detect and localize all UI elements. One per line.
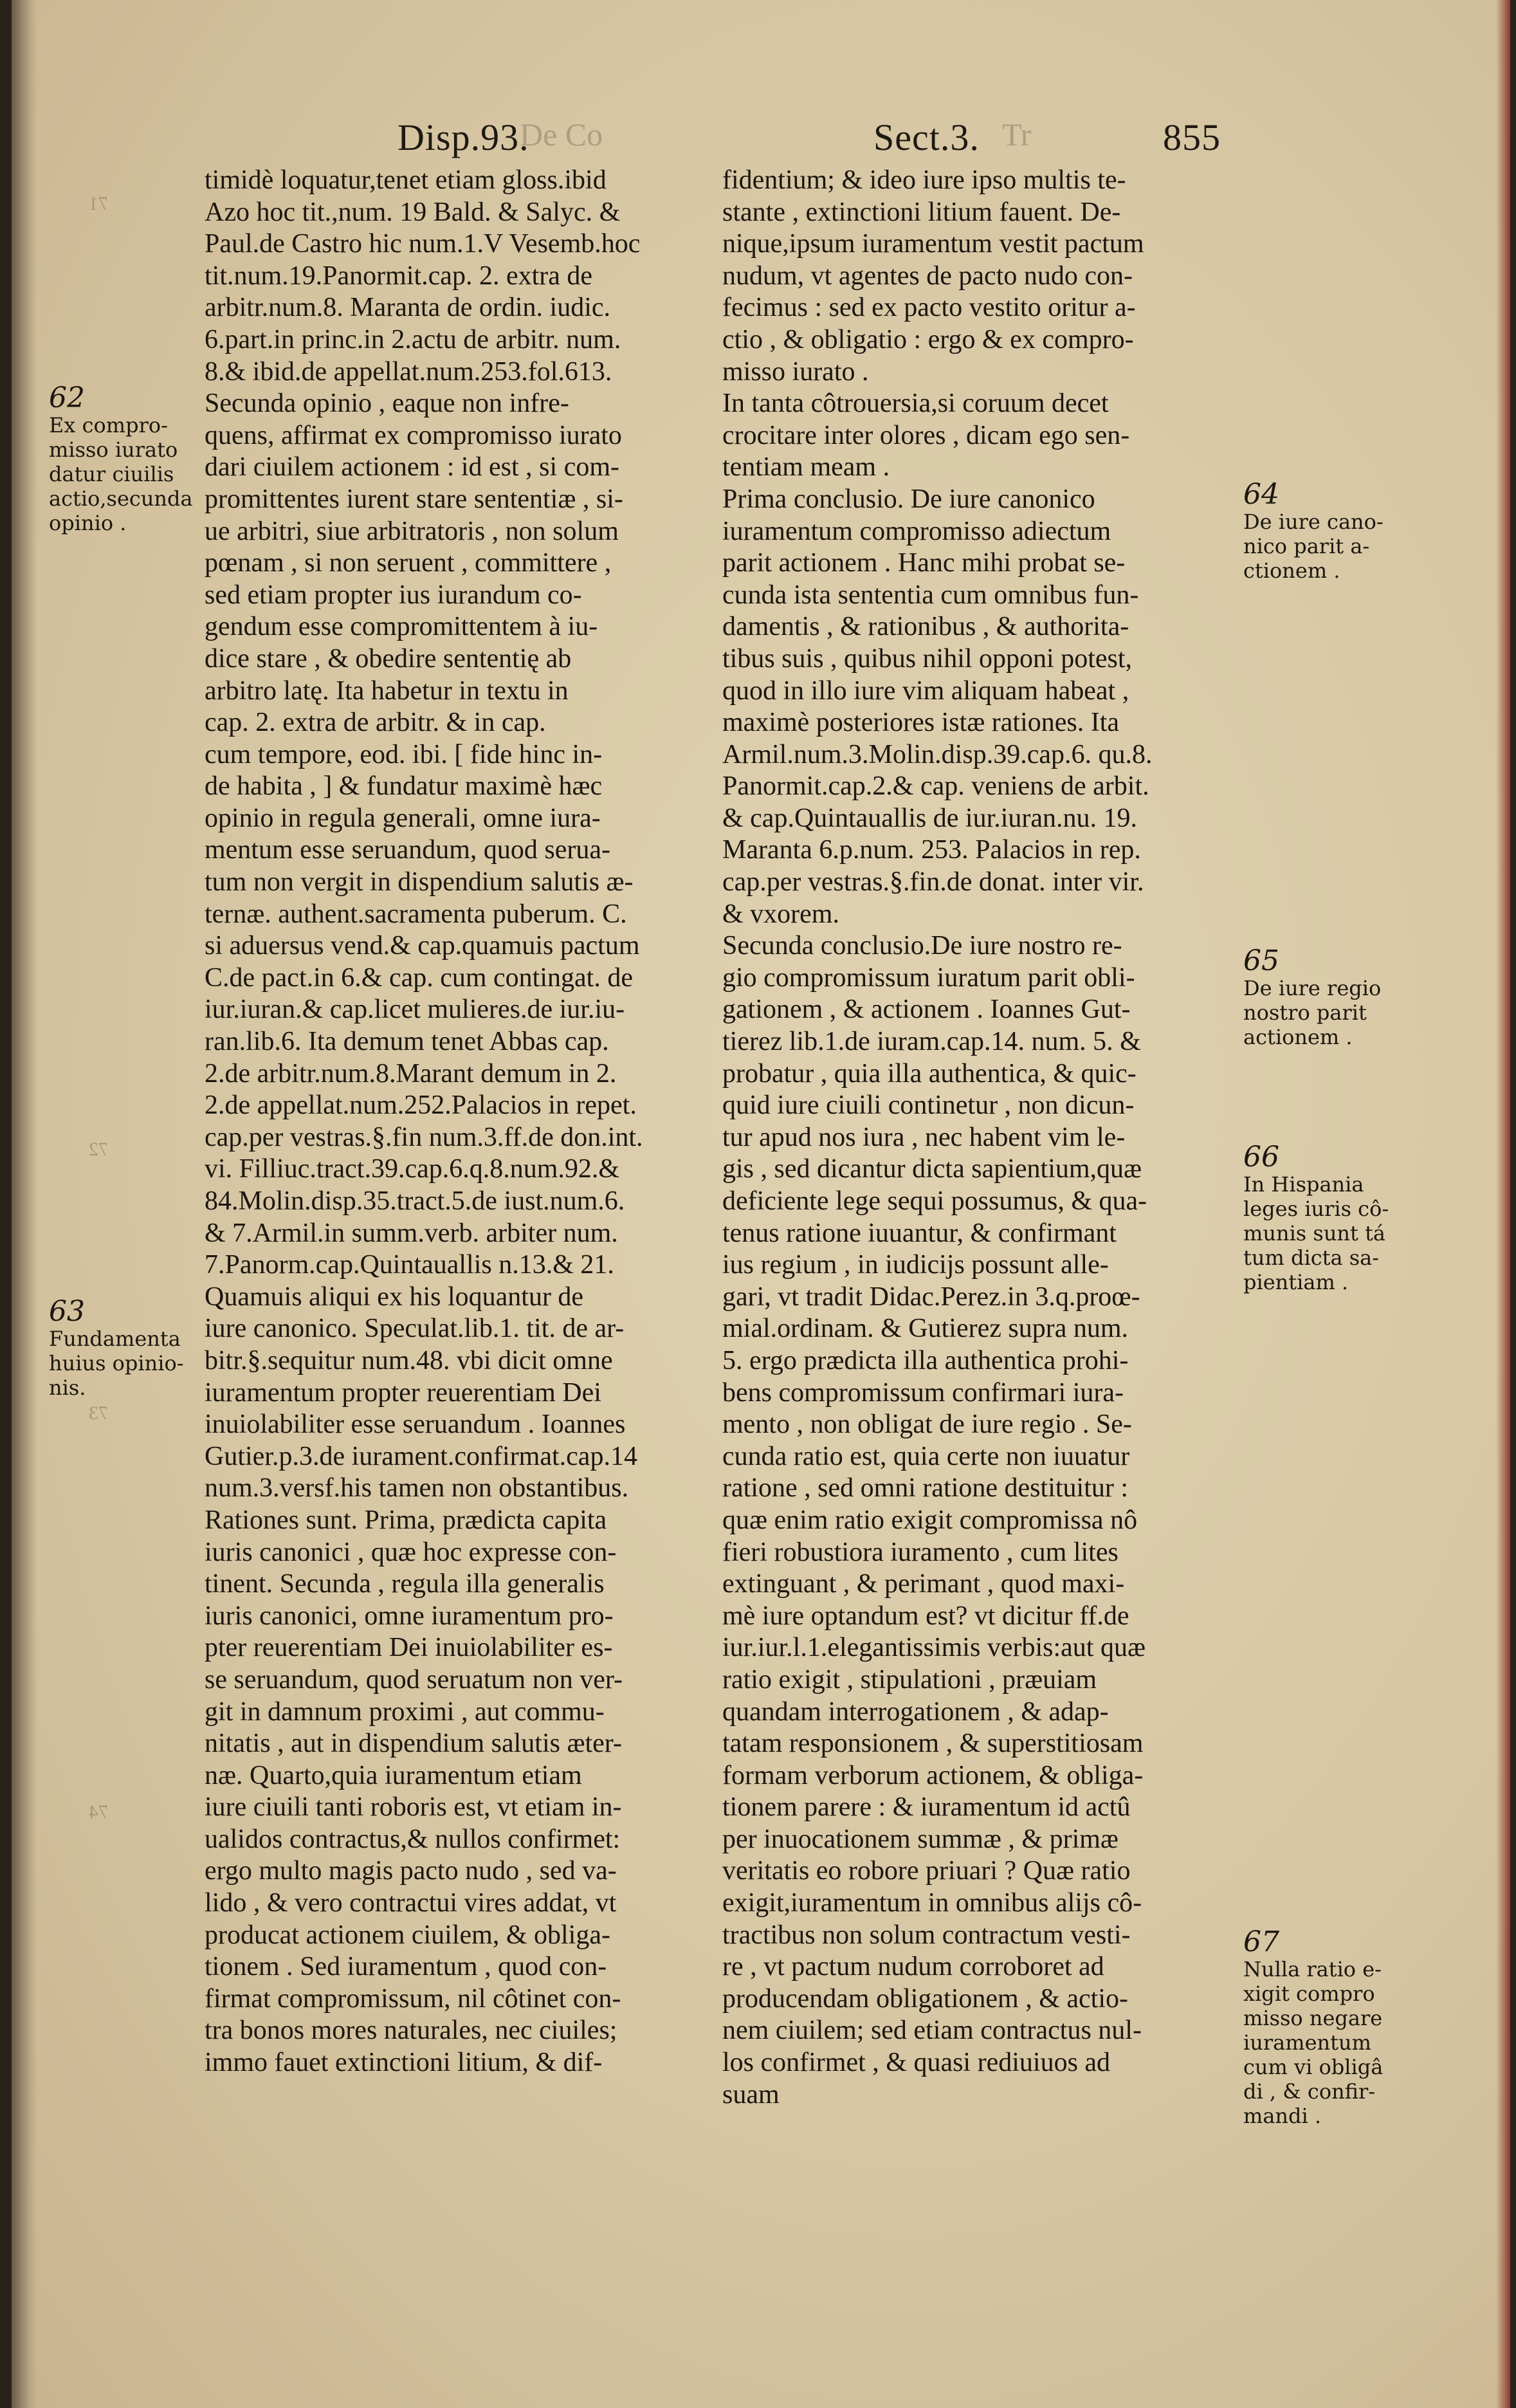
text-line: & cap.Quintauallis de iur.iuran.nu. 19.: [722, 803, 1138, 833]
text-line: cap. 2. extra de arbitr. & in cap.: [205, 708, 546, 738]
bleed-header-left: De Co: [520, 116, 603, 152]
margin-line: Ex compro-: [49, 413, 168, 437]
text-line: deficiente lege sequi possumus, & qua-: [722, 1186, 1147, 1216]
margin-number: 67: [1243, 1925, 1279, 1958]
margin-line: huius opinio-: [49, 1351, 184, 1375]
text-line: Rationes sunt. Prima, prædicta capita: [205, 1505, 607, 1535]
text-line: probatur , quia illa authentica, & quic-: [722, 1058, 1137, 1089]
text-line: timidè loquatur,tenet etiam gloss.ibid: [205, 165, 607, 195]
text-line: Quamuis aliqui ex his loquantur de: [205, 1282, 584, 1312]
text-line: re , vt pactum nudum corroboret ad: [722, 1952, 1104, 1982]
right-text-column: [722, 165, 1230, 2111]
text-line: misso iurato .: [722, 356, 869, 387]
text-line: nudum, vt agentes de pacto nudo con-: [722, 261, 1133, 291]
text-line: num.3.versf.his tamen non obstantibus.: [205, 1473, 629, 1503]
text-line: pter reuerentiam Dei inuiolabiliter es-: [205, 1633, 613, 1663]
text-line: sed etiam propter ius iurandum co-: [205, 580, 582, 610]
margin-line: datur ciuilis: [49, 462, 174, 486]
text-line: cum tempore, eod. ibi. [ fide hinc in-: [205, 739, 603, 769]
text-line: dice stare , & obedire sententię ab: [205, 643, 572, 674]
text-line: tur apud nos iura , nec habent vim le-: [722, 1122, 1126, 1152]
text-line: fidentium; & ideo iure ipso multis te-: [722, 165, 1126, 195]
text-line: iuris canonici , quæ hoc expresse con-: [205, 1537, 617, 1567]
text-line: lido , & vero contractui vires addat, vt: [205, 1888, 617, 1918]
text-line: producendam obligationem , & actio-: [722, 1983, 1128, 2014]
margin-line: misso iurato: [49, 437, 178, 462]
text-line: se seruandum, quod seruatum non ver-: [205, 1664, 623, 1695]
text-line: si aduersus vend.& cap.quamuis pactum: [205, 931, 640, 961]
text-line: 84.Molin.disp.35.tract.5.de iust.num.6.: [205, 1186, 625, 1216]
text-line: iure canonico. Speculat.lib.1. tit. de ar-: [205, 1314, 625, 1344]
text-line: 8.& ibid.de appellat.num.253.fol.613.: [205, 356, 612, 387]
text-line: iur.iuran.& cap.licet mulieres.de iur.iu-: [205, 995, 625, 1025]
margin-line: actio,secunda: [49, 486, 193, 511]
book-page: [12, 0, 1510, 2408]
bleed-number: 72: [89, 1139, 108, 1160]
text-line: damentis , & rationibus , & authorita-: [722, 612, 1129, 642]
text-line: arbitro latę. Ita habetur in textu in: [205, 676, 569, 706]
text-line: Gutier.p.3.de iurament.confirmat.cap.14: [205, 1441, 637, 1471]
margin-line: leges iuris cô-: [1243, 1197, 1389, 1221]
bleed-number: 71: [89, 193, 108, 214]
text-line: 5. ergo prædicta illa authentica prohi-: [722, 1345, 1129, 1375]
left-text-column: [205, 165, 713, 2079]
margin-line: De iure regio: [1243, 976, 1382, 1000]
margin-line: Nulla ratio e-: [1243, 1957, 1382, 1981]
margin-number: 63: [49, 1295, 85, 1328]
text-line: fieri robustiora iuramento , cum lites: [722, 1537, 1119, 1567]
text-line: tractibus non solum contractum vesti-: [722, 1920, 1131, 1950]
text-line: cap.per vestras.§.fin num.3.ff.de don.int.: [205, 1122, 643, 1152]
text-line: extinguant , & perimant , quod maxi-: [722, 1569, 1125, 1599]
text-line: cunda ratio est, quia certe non iuuatur: [722, 1441, 1130, 1471]
text-line: 2.de appellat.num.252.Palacios in repet.: [205, 1090, 637, 1121]
margin-line: Fundamenta: [49, 1327, 181, 1351]
text-line: vi. Filliuc.tract.39.cap.6.q.8.num.92.&: [205, 1154, 620, 1184]
text-line: quens, affirmat ex compromisso iurato: [205, 420, 622, 450]
margin-number: 65: [1243, 944, 1279, 977]
text-line: formam verborum actionem, & obliga-: [722, 1760, 1144, 1790]
text-line: tierez lib.1.de iuram.cap.14. num. 5. &: [722, 1027, 1141, 1057]
text-line: suam: [722, 2079, 780, 2109]
text-line: 7.Panorm.cap.Quintauallis n.13.& 21.: [205, 1250, 614, 1280]
text-line: dari ciuilem actionem : id est , si com-: [205, 452, 619, 483]
text-line: parit actionem . Hanc mihi probat se-: [722, 548, 1126, 578]
bleed-header-right: Tr: [1002, 116, 1032, 152]
text-line: gationem , & actionem . Ioannes Gut-: [722, 995, 1131, 1025]
text-line: ratio exigit , stipulationi , præuiam: [722, 1664, 1097, 1695]
text-line: pœnam , si non seruent , committere ,: [205, 548, 612, 578]
text-line: producat actionem ciuilem, & obliga-: [205, 1920, 610, 1950]
text-line: Paul.de Castro hic num.1.V Vesemb.hoc: [205, 229, 641, 259]
text-line: iur.iur.l.1.elegantissimis verbis:aut quæ: [722, 1633, 1146, 1663]
margin-note-64: [1243, 478, 1398, 583]
margin-line: xigit compro: [1243, 1981, 1375, 2006]
text-line: tum non vergit in dispendium salutis æ-: [205, 867, 634, 897]
text-line: opinio in regula generali, omne iura-: [205, 803, 601, 833]
text-line: tionem . Sed iuramentum , quod con-: [205, 1952, 607, 1982]
text-line: tentiam meam .: [722, 452, 890, 483]
text-line: mial.ordinam. & Gutierez supra num.: [722, 1314, 1129, 1344]
running-head-section: Sect.3.: [873, 116, 980, 158]
margin-line: iuramentum: [1243, 2030, 1371, 2055]
text-line: gendum esse compromittentem à iu-: [205, 612, 598, 642]
margin-note-63: [49, 1295, 203, 1400]
text-line: Secunda opinio , eaque non infre-: [205, 389, 569, 419]
text-line: gio compromissum iuratum parit obli-: [722, 962, 1135, 993]
page-number: 855: [1163, 116, 1221, 158]
text-line: gari, vt tradit Didac.Perez.in 3.q.proœ-: [722, 1282, 1140, 1312]
text-line: iuris canonici, omne iuramentum pro-: [205, 1601, 614, 1631]
margin-line: cum vi obligâ: [1243, 2055, 1384, 2079]
text-line: 2.de arbitr.num.8.Marant demum in 2.: [205, 1058, 617, 1089]
text-line: quandam interrogationem , & adap-: [722, 1696, 1109, 1727]
text-line: ran.lib.6. Ita demum tenet Abbas cap.: [205, 1027, 609, 1057]
margin-line: actionem .: [1243, 1025, 1353, 1049]
text-line: iuramentum compromisso adiectum: [722, 516, 1111, 546]
text-line: Panormit.cap.2.& cap. veniens de arbit.: [722, 771, 1149, 802]
text-line: maximè posteriores istæ rationes. Ita: [722, 708, 1120, 738]
text-line: inuiolabiliter esse seruandum . Ioannes: [205, 1410, 626, 1440]
text-line: tenus ratione iuuantur, & confirmant: [722, 1218, 1117, 1248]
bleed-number: 73: [89, 1402, 108, 1424]
text-line: quid iure ciuili continetur , non dicun-: [722, 1090, 1135, 1121]
text-line: veritatis eo robore priuari ? Quæ ratio: [722, 1856, 1131, 1886]
margin-number: 62: [49, 381, 85, 414]
text-line: firmat compromissum, nil côtinet con-: [205, 1983, 621, 2014]
text-line: tatam responsionem , & superstitiosam: [722, 1729, 1144, 1759]
margin-note-67: [1243, 1925, 1398, 2128]
margin-line: In Hispania: [1243, 1172, 1364, 1197]
text-line: mento , non obligat de iure regio . Se-: [722, 1410, 1132, 1440]
text-line: nique,ipsum iuramentum vestit pactum: [722, 229, 1144, 259]
text-line: nitatis , aut in dispendium salutis æter-: [205, 1729, 622, 1759]
text-line: mè iure optandum est? vt dicitur ff.de: [722, 1601, 1129, 1631]
margin-line: ctionem .: [1243, 558, 1340, 583]
page-edge: [1496, 0, 1510, 2408]
text-line: In tanta côtrouersia,si coruum decet: [722, 389, 1109, 419]
text-line: tionem parere : & iuramentum id actû: [722, 1792, 1131, 1823]
text-line: cap.per vestras.§.fin.de donat. inter vir.: [722, 867, 1144, 897]
text-line: & vxorem.: [722, 899, 839, 929]
bleed-number: 74: [89, 1801, 108, 1823]
text-line: quæ enim ratio exigit compromissa nô: [722, 1505, 1138, 1535]
text-line: bens compromissum confirmari iura-: [722, 1377, 1124, 1408]
margin-line: pientiam .: [1243, 1270, 1349, 1294]
text-line: 6.part.in princ.in 2.actu de arbitr. num.: [205, 324, 621, 354]
text-line: tit.num.19.Panormit.cap. 2. extra de: [205, 261, 593, 291]
text-line: fecimus : sed ex pacto vestito oritur a-: [722, 293, 1136, 323]
margin-note-62: [49, 381, 203, 535]
margin-line: nico parit a-: [1243, 534, 1370, 558]
text-line: ctio , & obligatio : ergo & ex compro-: [722, 324, 1134, 354]
text-line: tra bonos mores naturales, nec ciuiles;: [205, 2016, 617, 2046]
margin-line: mandi .: [1243, 2104, 1322, 2128]
text-line: promittentes iurent stare sententiæ , si-: [205, 484, 623, 514]
text-line: mentum esse seruandum, quod serua-: [205, 835, 611, 865]
text-line: gis , sed dicantur dicta sapientium,quæ: [722, 1154, 1142, 1184]
text-line: Armil.num.3.Molin.disp.39.cap.6. qu.8.: [722, 739, 1153, 769]
text-line: immo fauet extinctioni litium, & dif-: [205, 2048, 603, 2078]
text-line: stante , extinctioni litium fauent. De-: [722, 197, 1121, 227]
text-line: de habita , ] & fundatur maximè hæc: [205, 771, 603, 802]
text-line: arbitr.num.8. Maranta de ordin. iudic.: [205, 293, 611, 323]
margin-line: opinio .: [49, 511, 127, 535]
text-line: Azo hoc tit.,num. 19 Bald. & Salyc. &: [205, 197, 621, 227]
text-line: næ. Quarto,quia iuramentum etiam: [205, 1760, 582, 1790]
text-line: ergo multo magis pacto nudo , sed va-: [205, 1856, 617, 1886]
margin-note-65: [1243, 944, 1398, 1049]
margin-number: 64: [1243, 478, 1279, 511]
margin-line: misso negare: [1243, 2006, 1383, 2030]
text-line: exigit,iuramentum in omnibus alijs cô-: [722, 1888, 1142, 1918]
text-line: tinent. Secunda , regula illa generalis: [205, 1569, 605, 1599]
text-line: crocitare inter olores , dicam ego sen-: [722, 420, 1130, 450]
text-line: los confirmet , & quasi rediuiuos ad: [722, 2048, 1111, 2078]
text-line: Secunda conclusio.De iure nostro re-: [722, 931, 1122, 961]
margin-line: tum dicta sa-: [1243, 1245, 1380, 1270]
text-line: & 7.Armil.in summ.verb. arbiter num.: [205, 1218, 618, 1248]
text-line: C.de pact.in 6.& cap. cum contingat. de: [205, 962, 633, 993]
running-head-disputation: Disp.93.: [397, 116, 529, 158]
margin-number: 66: [1243, 1141, 1279, 1173]
text-line: ternæ. authent.sacramenta puberum. C.: [205, 899, 627, 929]
text-line: quod in illo iure vim aliquam habeat ,: [722, 676, 1129, 706]
text-line: nem ciuilem; sed etiam contractus nul-: [722, 2016, 1142, 2046]
text-line: ratione , sed omni ratione destituitur :: [722, 1473, 1129, 1503]
text-line: iure ciuili tanti roboris est, vt etiam in-: [205, 1792, 622, 1823]
text-line: ius regium , in iudicijs possunt alle-: [722, 1250, 1109, 1280]
margin-line: nis.: [49, 1375, 86, 1400]
text-line: git in damnum proximi , aut commu-: [205, 1696, 605, 1727]
margin-line: De iure cano-: [1243, 510, 1384, 534]
text-line: Maranta 6.p.num. 253. Palacios in rep.: [722, 835, 1141, 865]
text-line: tibus suis , quibus nihil opponi potest,: [722, 643, 1133, 674]
margin-line: di , & confir-: [1243, 2079, 1376, 2104]
text-line: per inuocationem summæ , & primæ: [722, 1824, 1119, 1854]
text-line: bitr.§.sequitur num.48. vbi dicit omne: [205, 1345, 613, 1375]
text-line: iuramentum propter reuerentiam Dei: [205, 1377, 601, 1408]
text-line: ualidos contractus,& nullos confirmet:: [205, 1824, 621, 1854]
text-line: cunda ista sententia cum omnibus fun-: [722, 580, 1139, 610]
page-gutter: [12, 0, 37, 2408]
margin-line: nostro parit: [1243, 1000, 1367, 1025]
margin-note-66: [1243, 1141, 1398, 1294]
text-line: ue arbitri, siue arbitratoris , non solum: [205, 516, 619, 546]
margin-line: munis sunt tá: [1243, 1221, 1385, 1245]
text-line: Prima conclusio. De iure canonico: [722, 484, 1095, 514]
